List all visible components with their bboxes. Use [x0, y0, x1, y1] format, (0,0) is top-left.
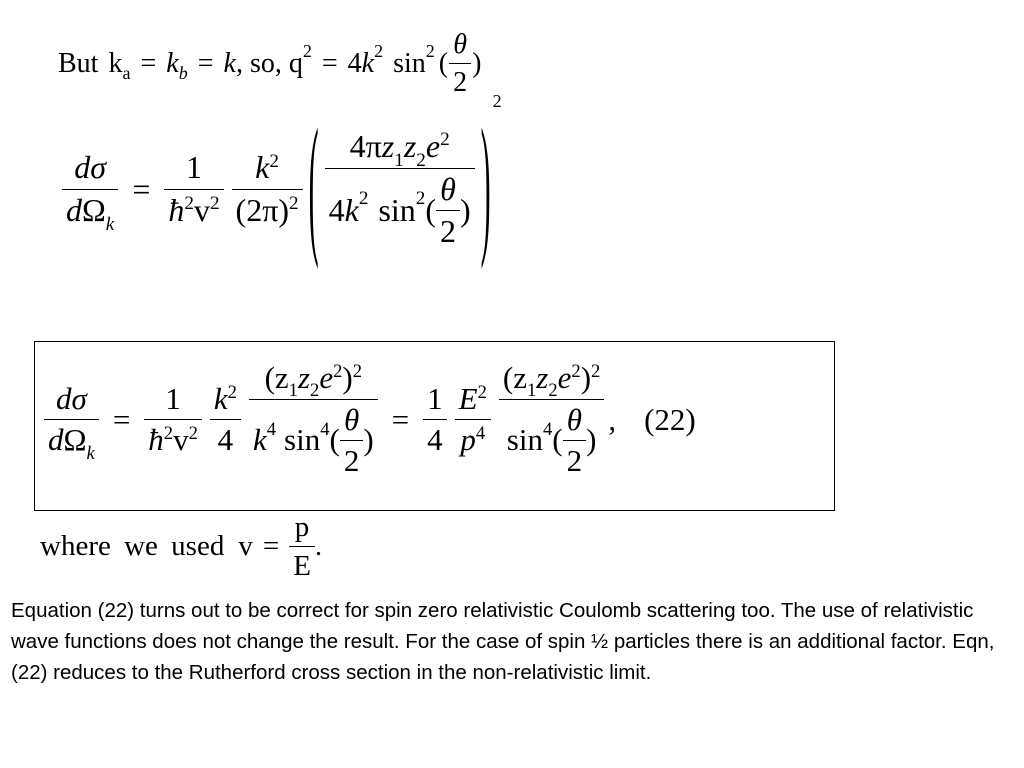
- v-symbol: v: [193, 191, 210, 228]
- d-symbol: d: [56, 380, 72, 416]
- four: 4: [217, 422, 234, 458]
- k-symbol: k: [255, 149, 270, 186]
- e-symbol: e: [319, 360, 334, 395]
- subscript-a: a: [122, 63, 131, 84]
- open-paren: (: [425, 191, 436, 228]
- equation-cross-section: [58, 90, 502, 273]
- sigma-symbol: σ: [71, 380, 87, 416]
- close-paren: ): [342, 360, 353, 395]
- equation-number: (22): [644, 401, 696, 437]
- exponent: 2: [269, 150, 279, 172]
- two: 2: [453, 67, 468, 99]
- four: 4: [347, 47, 362, 79]
- subscript-b: b: [178, 63, 188, 84]
- equation-line-1: [58, 30, 481, 98]
- e-symbol: e: [425, 128, 441, 164]
- k-italic-2: k: [223, 47, 236, 79]
- exponent: 2: [358, 188, 369, 210]
- one-over-hbar-v: [164, 151, 223, 227]
- equals-sign-3: =: [321, 47, 338, 79]
- q-symbol: q: [288, 47, 303, 79]
- comma-so: , so,: [235, 47, 289, 79]
- d-symbol: d: [66, 191, 82, 228]
- omega-symbol: Ω: [82, 191, 106, 228]
- numerator-one: 1: [165, 380, 181, 416]
- theta-over-two: [449, 30, 471, 98]
- k-symbol: k: [213, 380, 228, 416]
- sin-word: sin: [284, 422, 321, 458]
- sin-word: sin: [378, 191, 416, 228]
- theta: θ: [440, 170, 456, 207]
- subscript-k: k: [105, 213, 115, 235]
- open-paren: (: [438, 47, 449, 79]
- z1-symbol: z: [381, 128, 395, 164]
- exponent: 2: [289, 193, 299, 215]
- exponent: 2: [415, 188, 426, 210]
- equals-sign: =: [262, 530, 280, 563]
- exponent: 2: [184, 193, 194, 215]
- where-line: [40, 512, 322, 582]
- where-text: where we used: [40, 530, 225, 563]
- coulomb-fraction: [325, 130, 475, 249]
- dsigma-over-domega: [62, 149, 118, 235]
- close-paren: ): [472, 47, 482, 79]
- sin-word: sin: [393, 47, 426, 79]
- sin-exponent: 2: [425, 41, 435, 62]
- four-pi: 4π: [349, 128, 382, 164]
- d-symbol: d: [48, 422, 64, 458]
- fraction-bar: [449, 63, 471, 64]
- d-symbol: d: [74, 149, 91, 186]
- theta: θ: [343, 401, 360, 437]
- big-open-paren: (: [308, 100, 319, 273]
- k-exponent: 2: [374, 41, 384, 62]
- sigma-symbol: σ: [90, 149, 107, 186]
- z2-symbol: z: [403, 128, 417, 164]
- exponent: 2: [440, 129, 450, 151]
- period: .: [314, 530, 323, 563]
- momentum-symbol: p: [460, 422, 476, 458]
- subscript-2: 2: [416, 149, 426, 171]
- hbar-symbol: ħ: [148, 422, 164, 458]
- equation-22: $\frac{d\sigma}{d\Omega_k}$ = $\frac{1}{ħ^2v^2}$ $\frac{k^2}{4}$ $(z_1z_2e^2)^2$ k 4 sin 4 ( $\frac{\theta}{2}$ ) = $\frac{1}{4}$ $\frac{E^2}{p^4}$ $(z_1z_2e^2)^2$ sin 4 ( $\frac{\theta}{2}$ ) , (22): [40, 362, 696, 478]
- equals-sign: =: [140, 47, 157, 79]
- theta: θ: [453, 29, 467, 60]
- subscript-k: k: [86, 442, 95, 464]
- hbar-symbol: ħ: [168, 191, 185, 228]
- k-symbol: k: [344, 191, 359, 228]
- equals-sign-2: =: [197, 47, 214, 79]
- but-word: But: [58, 47, 99, 79]
- z2-symbol: z: [297, 360, 311, 395]
- k-symbol: k: [252, 422, 267, 458]
- k-squared-over-2pi: [232, 151, 303, 227]
- outer-exponent: 2: [492, 90, 502, 111]
- four: 4: [328, 191, 345, 228]
- omega-symbol: Ω: [63, 422, 87, 458]
- v-symbol: v: [173, 422, 189, 458]
- two: 2: [440, 213, 456, 250]
- equals-sign: =: [112, 401, 131, 437]
- numerator-one: 1: [185, 149, 202, 186]
- k-symbol: k: [108, 47, 123, 79]
- exponent: 2: [209, 193, 220, 215]
- v-symbol: v: [238, 530, 253, 563]
- close-paren: ): [460, 191, 471, 228]
- k-italic-3: k: [361, 47, 375, 79]
- p-symbol: p: [294, 511, 310, 543]
- explanation-paragraph: Equation (22) turns out to be correct for spin zero relativistic Coulomb scattering too. The use of relativistic wave functions does not change the result. For the case of spin ½ particles there is an additional factor. Eqn, (22) reduces to the Rutherford cross section in the non-relativistic limit.: [11, 599, 995, 684]
- energy-symbol: E: [458, 380, 478, 416]
- open-paren-z: (z: [264, 360, 289, 395]
- equals-sign: =: [132, 170, 151, 207]
- k-italic: k: [166, 47, 179, 79]
- e-symbol: E: [293, 550, 311, 583]
- q-exponent: 2: [302, 41, 312, 62]
- two-pi: (2π): [235, 191, 290, 228]
- equals-sign-2: =: [391, 401, 410, 437]
- subscript-1: 1: [394, 149, 404, 171]
- comma: ,: [608, 401, 617, 437]
- big-close-paren: ): [480, 100, 491, 273]
- p-over-e: [289, 512, 315, 582]
